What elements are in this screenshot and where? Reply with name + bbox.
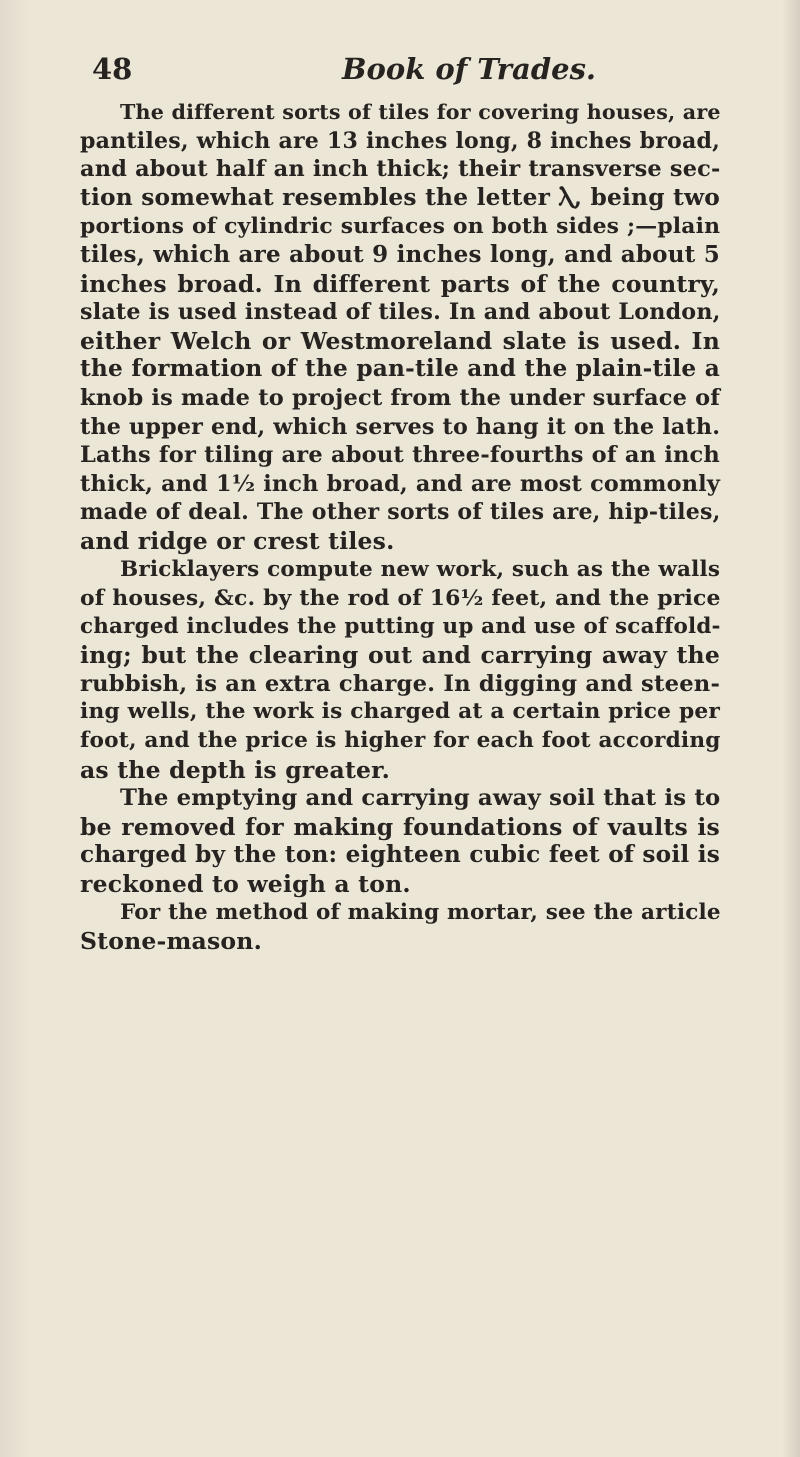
page-header [92, 52, 732, 96]
text-line: The different sorts of tiles for covering houses, are [120, 100, 721, 124]
page-number: 48 [92, 52, 133, 86]
text-line: reckoned to weigh a ton. [80, 870, 411, 899]
running-title: Book of Trades. [342, 52, 596, 86]
text-line: pantiles, which are 13 inches long, 8 inches broad, [80, 127, 720, 154]
text-line: ing; but the clearing out and carrying away the [80, 641, 720, 670]
text-line: tiles, which are about 9 inches long, and about 5 [80, 240, 720, 268]
text-line: the formation of the pan-tile and the plain-tile a [80, 355, 720, 383]
text-line: ing wells, the work is charged at a certain price per [80, 699, 720, 725]
text-line: charged includes the putting up and use of scaffold- [80, 613, 721, 639]
text-line: the upper end, which serves to hang it on the lath. [80, 413, 721, 440]
text-line: as the depth is greater. [80, 755, 390, 784]
text-line: inches broad. In different parts of the country, [80, 269, 720, 298]
text-line: of houses, &c. by the rod of 16½ feet, and the price [80, 585, 721, 612]
text-line: rubbish, is an extra charge. In digging and steen- [80, 670, 721, 697]
text-line: For the method of making mortar, see the article [120, 899, 721, 925]
text-line: Bricklayers compute new work, such as the walls [120, 556, 721, 582]
text-line: thick, and 1½ inch broad, and are most commonly [80, 470, 720, 497]
text-line: knob is made to project from the under surface of [80, 384, 721, 411]
text-line: Laths for tiling are about three-fourths of an inch [80, 442, 720, 469]
text-line: The emptying and carrying away soil that is to [120, 785, 721, 812]
text-line: either Welch or Westmoreland slate is used. In [80, 326, 720, 355]
text-line: made of deal. The other sorts of tiles are, hip-tiles, [80, 499, 721, 526]
text-line: Stone-mason. [80, 927, 262, 956]
text-line: tion somewhat resembles the letter Ⲗ, being two [80, 183, 720, 211]
text-line: be removed for making foundations of vaults is [80, 812, 720, 841]
body-text [80, 98, 720, 956]
text-line: charged by the ton: eighteen cubic feet of soil is [80, 841, 720, 869]
text-line: slate is used instead of tiles. In and about London, [80, 299, 721, 326]
text-line: foot, and the price is higher for each foot according [80, 728, 721, 754]
text-line: portions of cylindric surfaces on both sides ;—plain [80, 213, 721, 240]
text-line: and about half an inch thick; their transverse sec- [80, 156, 721, 183]
text-line: and ridge or crest tiles. [80, 526, 395, 555]
